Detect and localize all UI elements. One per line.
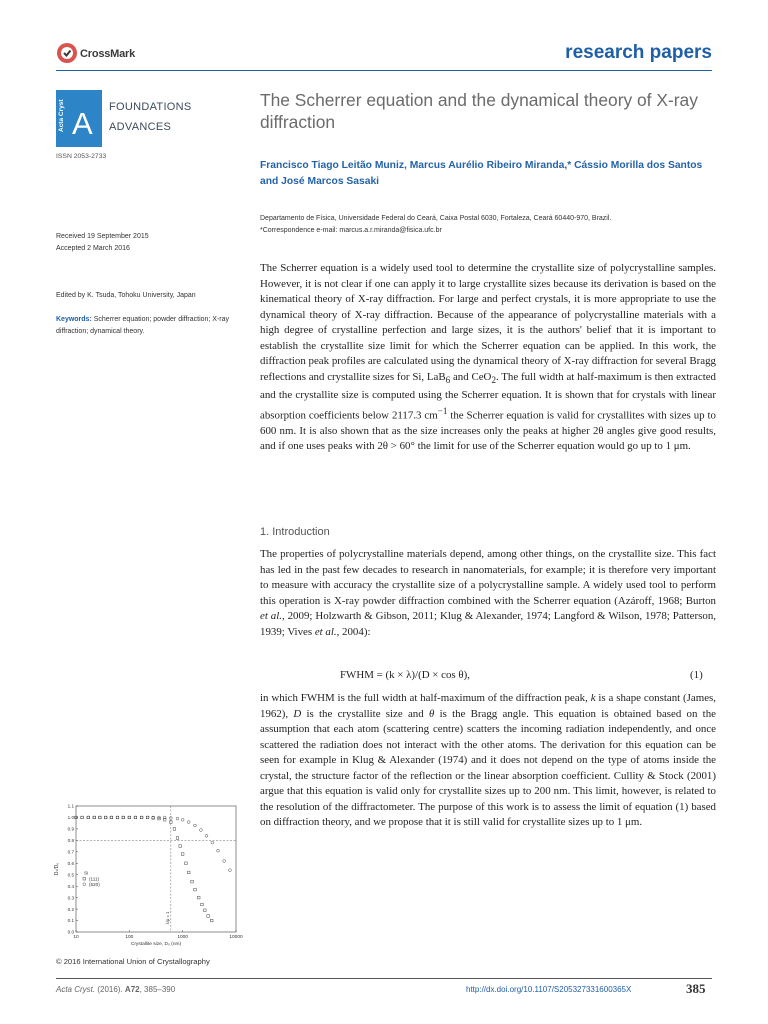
page-number: 385 [686,981,706,996]
footer-divider [56,978,712,979]
abstract-text-1: The Scherrer equation is a widely used tool to determine the crystallite size of polycrystalline samples. However, it is not clear if one can apply it to large crystallite sizes because its derivation is based on the kinematical theory of X-ray diffraction. For large and perfect crystals, it is more appropriate to use the dynamical theory of X-ray diffraction. Because of the appearance of polycrystalline materials with a high degree of crystalline perfection and large sizes, it is the authors' belief that it is important to establish the crystallite size limit for which the Scherrer equation can be applied. In this work, the diffraction peak profiles are calculated using the dynamical theory of X-ray diffraction for several Bragg reflections and crystallite sizes for Si, LaB [260,262,716,383]
y-tick-label: 0.9 [67,826,74,832]
data-point-(620) [134,816,137,819]
data-point-(111) [173,828,176,831]
keywords-label: Keywords: [56,316,92,323]
footer-citation [56,985,175,994]
abstract-sub-2: 2 [491,374,496,385]
data-point-(620) [93,816,96,819]
data-point-(111) [201,903,204,906]
y-tick-label: 0.7 [67,849,74,855]
y-tick-label: 1.1 [67,803,74,809]
intro-paragraph-1 [260,547,716,640]
editor-info: Edited by K. Tsuda, Tohoku University, Japan [56,292,196,299]
legend-marker [83,883,86,886]
intro-p1-text-c: , 2004): [336,625,371,638]
data-point-(620) [98,816,101,819]
paper-authors: Francisco Tiago Leitão Muniz, Marcus Aurélio Ribeiro Miranda,* Cássio Morilla dos Santos and José Marcos Sasaki [260,160,703,187]
x-axis-label: Crystallite size, D₀ (nm) [130,942,182,947]
scherrer-figure [50,800,246,952]
y-tick-label: 0.5 [67,872,74,878]
legend-label: (111) [89,876,100,882]
abstract-sub-6: 6 [445,374,451,385]
y-axis-label: Dₛ/D₀ [54,862,60,876]
intro-p1-text-b: , 2009; Holzwarth & Gibson, 2011; Klug & Alexander, 1974; Langford & Wilson, 1978; Patterson, 1939; Vives [260,610,716,638]
x-tick-label: 100 [125,935,134,940]
keywords-list: Scherrer equation; powder diffraction; X-ray diffraction; dynamical theory. [56,316,230,335]
legend-label: (620) [89,882,100,888]
data-point-(620) [181,818,184,821]
data-point-(620) [140,816,143,819]
intro-p2-text-c: is the crystallite size and [301,707,429,720]
data-point-(620) [128,816,131,819]
data-point-(620) [200,829,203,832]
legend-title: Si [84,871,89,877]
y-tick-label: 1.0 [67,815,74,821]
section-heading-introduction: 1. Introduction [260,526,330,538]
issn: ISSN 2053-2733 [56,153,107,160]
footer-journal-name: Acta Cryst. [56,985,96,994]
data-point-(111) [181,853,184,856]
data-point-(620) [87,816,90,819]
abstract-sup: −1 [437,405,448,416]
header-divider [56,70,712,71]
chart-frame [76,806,236,932]
section-label: research papers [565,42,712,63]
data-point-(620) [229,869,232,872]
data-point-(111) [210,919,213,922]
data-point-(620) [81,816,84,819]
abstract-text-2: and CeO [450,370,492,383]
data-point-(620) [110,816,113,819]
equation-number: (1) [690,669,703,681]
crossmark-icon[interactable] [56,42,78,64]
abstract-text-4: the Scherrer equation is valid for crystallites with sizes up to 600 nm. It is also shown that as the size increases only the peaks at higher 2θ angles give good results, and if one uses peaks with 2θ > 60° the limit for use of the Scherrer equation would go up to 1 μm. [260,409,716,453]
data-point-(111) [187,871,190,874]
y-tick-label: 0.2 [67,906,74,912]
abstract-text-3: . The full width at half-maximum is then extracted and the crystallite size is computed using the Scherrer equation. It is shown that for crystals with linear absorption coefficients below 2117.3 cm [260,370,717,422]
x-tick-label: 1000 [177,935,189,940]
data-point-(620) [116,816,119,819]
data-point-(620) [205,834,208,837]
data-point-(111) [207,915,210,918]
data-point-(620) [152,816,155,819]
intro-paragraph-2 [260,691,716,831]
data-point-(620) [217,849,220,852]
y-tick-label: 0.8 [67,838,74,844]
intro-p2-k: k [590,692,596,704]
data-point-(620) [187,821,190,824]
footer-pages: , 385–390 [139,985,176,994]
correspondence-email[interactable]: *Correspondence e-mail: marcus.a.r.miranda@fisica.ufc.br [260,227,442,234]
footer-year: (2016). [95,985,125,994]
data-point-(620) [176,817,179,820]
journal-badge-letter: A [72,106,93,141]
copyright: © 2016 International Union of Crystallography [56,957,210,966]
data-point-(620) [211,841,214,844]
data-point-(111) [203,909,206,912]
intro-p2-d: D [293,707,302,720]
journal-badge-side-text: Acta Cryst [58,99,65,133]
intro-p1-etal-2: et al. [314,625,337,638]
y-tick-label: 0.6 [67,860,74,866]
data-point-(111) [185,862,188,865]
intro-p1-text-a: The properties of polycrystalline materials depend, among other things, on the crystallite size. This fact has led in the past few decades to research in nanomaterials, for example; it is therefore very important to measure with accuracy the crystallite size of a polycrystalline sample. A widely used tool to perform this operation is X-ray powder diffraction combined with the Scherrer equation (Azároff, 1968; Burton [260,548,716,607]
data-point-(111) [176,837,179,840]
journal-name-line1: FOUNDATIONS [109,101,192,113]
intro-p1-etal-1: et al. [260,610,282,622]
data-point-(620) [146,816,149,819]
data-point-(620) [104,816,107,819]
annotation-label: λ/μ = 1 [164,911,170,925]
keywords [56,314,246,338]
journal-name-line2: ADVANCES [109,121,172,133]
equation: FWHM = (k × λ)/(D × cos θ), [340,669,470,681]
data-point-(111) [197,896,200,899]
y-tick-label: 0.4 [67,883,74,889]
paper-title: The Scherrer equation and the dynamical theory of X-ray diffraction [260,90,698,132]
x-tick-label: 10 [73,935,79,940]
doi-link[interactable]: http://dx.doi.org/10.1107/S205327331600365X [466,985,632,994]
intro-p2-text-b: is a shape constant (James, 1962), [260,692,716,720]
footer-volume: A72 [124,985,140,994]
affiliation: Departamento de Física, Universidade Federal do Ceará, Caixa Postal 6030, Fortaleza, Ceará 60440-970, Brazil. [260,215,612,222]
legend-marker [83,877,86,880]
x-tick-label: 10000 [229,935,243,940]
y-tick-label: 0.0 [67,929,74,935]
y-tick-label: 0.3 [67,895,74,901]
data-point-(620) [223,860,226,863]
y-tick-label: 0.1 [67,918,74,924]
data-point-(111) [194,888,197,891]
intro-p2-theta: θ [428,707,435,720]
abstract [260,261,716,455]
accepted-date: Accepted 2 March 2016 [56,245,130,252]
received-date: Received 19 September 2015 [56,233,149,240]
data-point-(111) [191,880,194,883]
data-point-(620) [194,824,197,827]
data-point-(111) [179,845,182,848]
intro-p2-text-a: in which FWHM is the full width at half-maximum of the diffraction peak, [260,692,591,704]
intro-p2-text-d: is the Bragg angle. This equation is obtained based on the assumption that each atom (scattering centre) scatters the incoming radiation independently, and once scattered the radiation does not interact with the other atoms. The derivation for this equation can be seen for example in Klug & Alexander (1974) and it does not depend on the type of atoms inside the crystal, the structure factor of the reflection or the linear absorption coefficient. Cullity & Stock (2001) argue that this equation is valid only for crystallite sizes up to 200 nm. This limit, however, is related to the resolution of the diffractometer. The purpose of this work is to assess the limit of equation (1) based on diffraction theory, and we propose that it is still valid for crystallite sizes up to 1 μm. [260,707,716,828]
data-point-(620) [122,816,125,819]
crossmark-label[interactable]: CrossMark [80,48,136,60]
